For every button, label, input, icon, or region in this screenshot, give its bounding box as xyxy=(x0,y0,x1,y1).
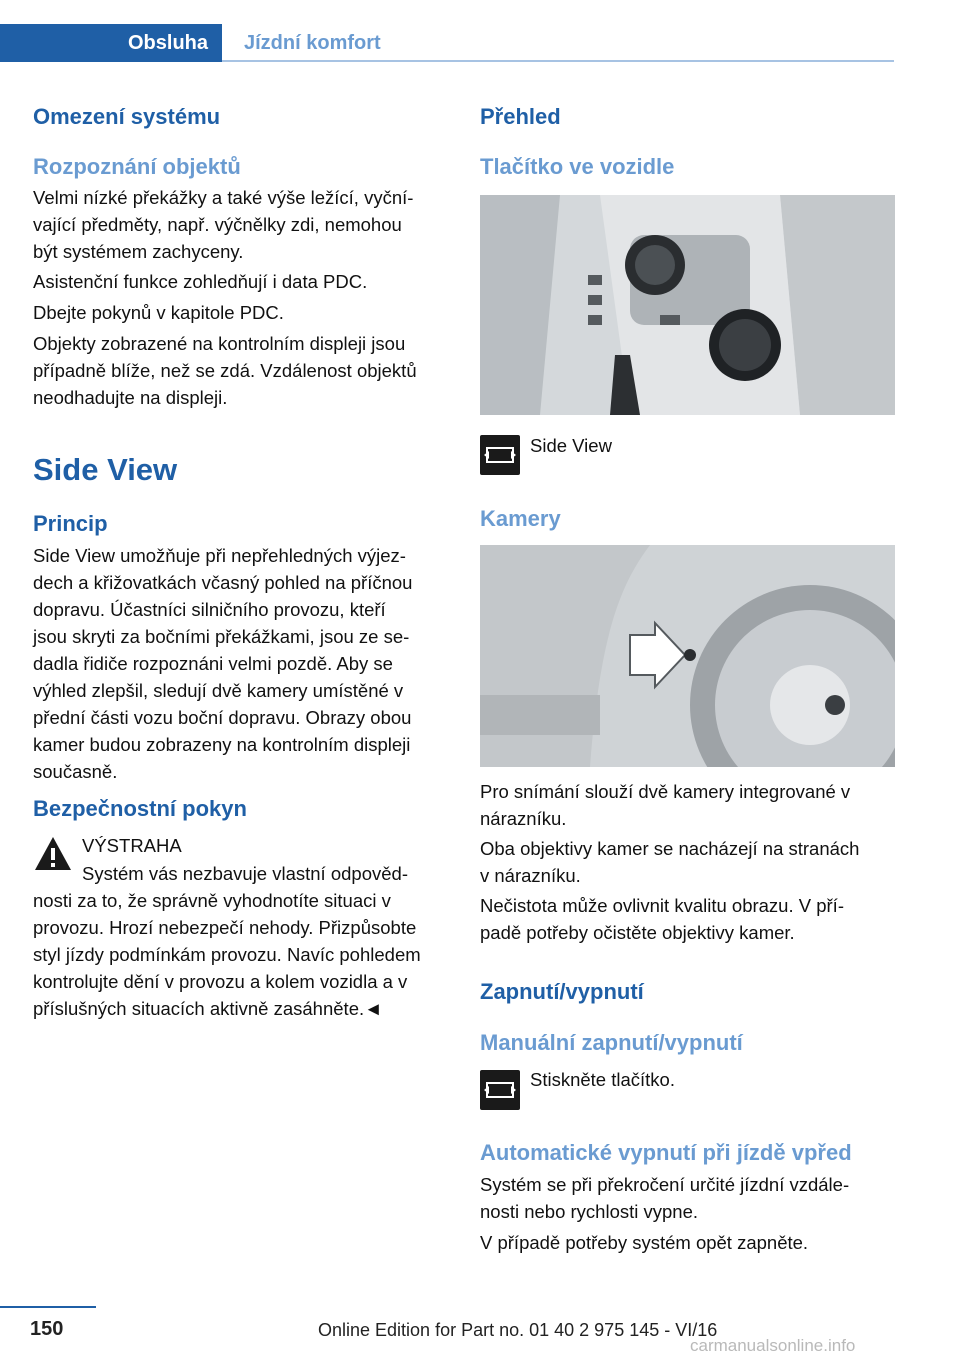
heading-bezpecnostni-pokyn: Bezpečnostní pokyn xyxy=(33,796,247,821)
text-line: Systém se při překročení určité jízdní vzdále‐ xyxy=(480,1174,850,1195)
heading-omezeni-systemu: Omezení systému xyxy=(33,104,221,129)
text-line: výhled zlepšil, sledují dvě kamery umístěné v xyxy=(33,680,404,701)
paragraph-kamery xyxy=(480,778,850,832)
tab-obsluha[interactable]: Obsluha xyxy=(0,24,222,62)
paragraph-asistencni: Asistenční funkce zohledňují i data PDC. xyxy=(33,271,368,292)
text-line: vající předměty, např. výčnělky zdi, nemohou xyxy=(33,214,402,235)
side-view-button-icon xyxy=(480,1070,520,1110)
text-line: neodhadujte na displeji. xyxy=(33,387,228,408)
heading-kamery: Kamery xyxy=(480,506,561,531)
heading-manualni-zapnuti: Manuální zapnutí/vypnutí xyxy=(480,1030,743,1055)
paragraph-oba xyxy=(480,835,859,889)
text-line: dech a křižovatkách včasný pohled na příčnou xyxy=(33,572,413,593)
text-line: nosti za to, že správně vyhodnotíte situaci v xyxy=(33,890,391,911)
text-line: Side View umožňuje při nepřehledných výjez‐ xyxy=(33,545,406,566)
text-line: dadla řidiče rozpoznáni velmi pozdě. Aby se xyxy=(33,653,393,674)
warning-triangle-icon xyxy=(33,834,73,879)
paragraph-dbejte: Dbejte pokynů v kapitole PDC. xyxy=(33,302,284,323)
text-line: současně. xyxy=(33,761,118,782)
text-line: Nečistota může ovlivnit kvalitu obrazu. V pří‐ xyxy=(480,895,844,916)
text-line: provozu. Hrozí nebezpečí nehody. Přizpůsobte xyxy=(33,917,417,938)
page-number: 150 xyxy=(30,1318,64,1340)
paragraph-v-pripade: V případě potřeby systém opět zapněte. xyxy=(480,1232,809,1253)
heading-zapnuti-vypnuti: Zapnutí/vypnutí xyxy=(480,979,644,1004)
text-line: kontrolujte dění v provozu a kolem vozidla a v xyxy=(33,971,408,992)
header-rule xyxy=(222,60,894,62)
text-line: nosti nebo rychlosti vypne. xyxy=(480,1201,699,1222)
stisknete-label: Stiskněte tlačítko. xyxy=(530,1069,675,1090)
side-view-label: Side View xyxy=(530,435,612,456)
paragraph-objekty xyxy=(33,330,417,411)
text-line: dopravu. Účastníci silničního provozu, kteří xyxy=(33,599,386,620)
text-line: v nárazníku. xyxy=(480,865,581,886)
text-line: styl jízdy podmínkám provozu. Navíc pohledem xyxy=(33,944,421,965)
text-line: jsou skryti za bočními překážkami, jsou ze se‐ xyxy=(33,626,410,647)
text-line: Objekty zobrazené na kontrolním displeji jsou xyxy=(33,333,406,354)
tab-jizdni-komfort[interactable]: Jízdní komfort xyxy=(244,32,381,54)
heading-princip: Princip xyxy=(33,511,108,536)
paragraph-warning xyxy=(33,887,421,1022)
text-line: příslušných situacích aktivně zasáhněte.◄ xyxy=(33,998,383,1019)
watermark: carmanualsonline.info xyxy=(690,1336,856,1355)
warning-line: Systém vás nezbavuje vlastní odpověd‐ xyxy=(82,863,408,884)
paragraph-system xyxy=(480,1171,849,1225)
side-view-button-icon xyxy=(480,435,520,475)
heading-prehled: Přehled xyxy=(480,104,561,129)
text-line: Oba objektivy kamer se nacházejí na stranách xyxy=(480,838,860,859)
paragraph-princip xyxy=(33,542,412,785)
edition-text: Online Edition for Part no. 01 40 2 975 145 - VI/16 xyxy=(318,1320,718,1340)
page-number-rule xyxy=(0,1306,96,1308)
warning-label: VÝSTRAHA xyxy=(82,835,182,856)
text-line: kamer budou zobrazeny na kontrolním displeji xyxy=(33,734,411,755)
text-line: Velmi nízké překážky a také výše ležící, vyční‐ xyxy=(33,187,414,208)
paragraph-necistota xyxy=(480,892,844,946)
heading-automaticke-vypnuti: Automatické vypnutí při jízdě vpřed xyxy=(480,1140,852,1165)
console-image xyxy=(480,195,895,415)
paragraph-rozpoznani xyxy=(33,184,413,265)
text-line: nárazníku. xyxy=(480,808,567,829)
heading-tlacitko-ve-vozidle: Tlačítko ve vozidle xyxy=(480,154,675,179)
camera-image xyxy=(480,545,895,767)
text-line: Pro snímání slouží dvě kamery integrované v xyxy=(480,781,851,802)
heading-rozpoznani-objektu: Rozpoznání objektů xyxy=(33,154,241,179)
heading-side-view: Side View xyxy=(33,452,178,487)
text-line: případně blíže, než se zdá. Vzdálenost objektů xyxy=(33,360,417,381)
text-line: být systémem zachyceny. xyxy=(33,241,244,262)
text-line: padě potřeby očistěte objektivy kamer. xyxy=(480,922,795,943)
text-line: přední části vozu boční dopravu. Obrazy obou xyxy=(33,707,412,728)
